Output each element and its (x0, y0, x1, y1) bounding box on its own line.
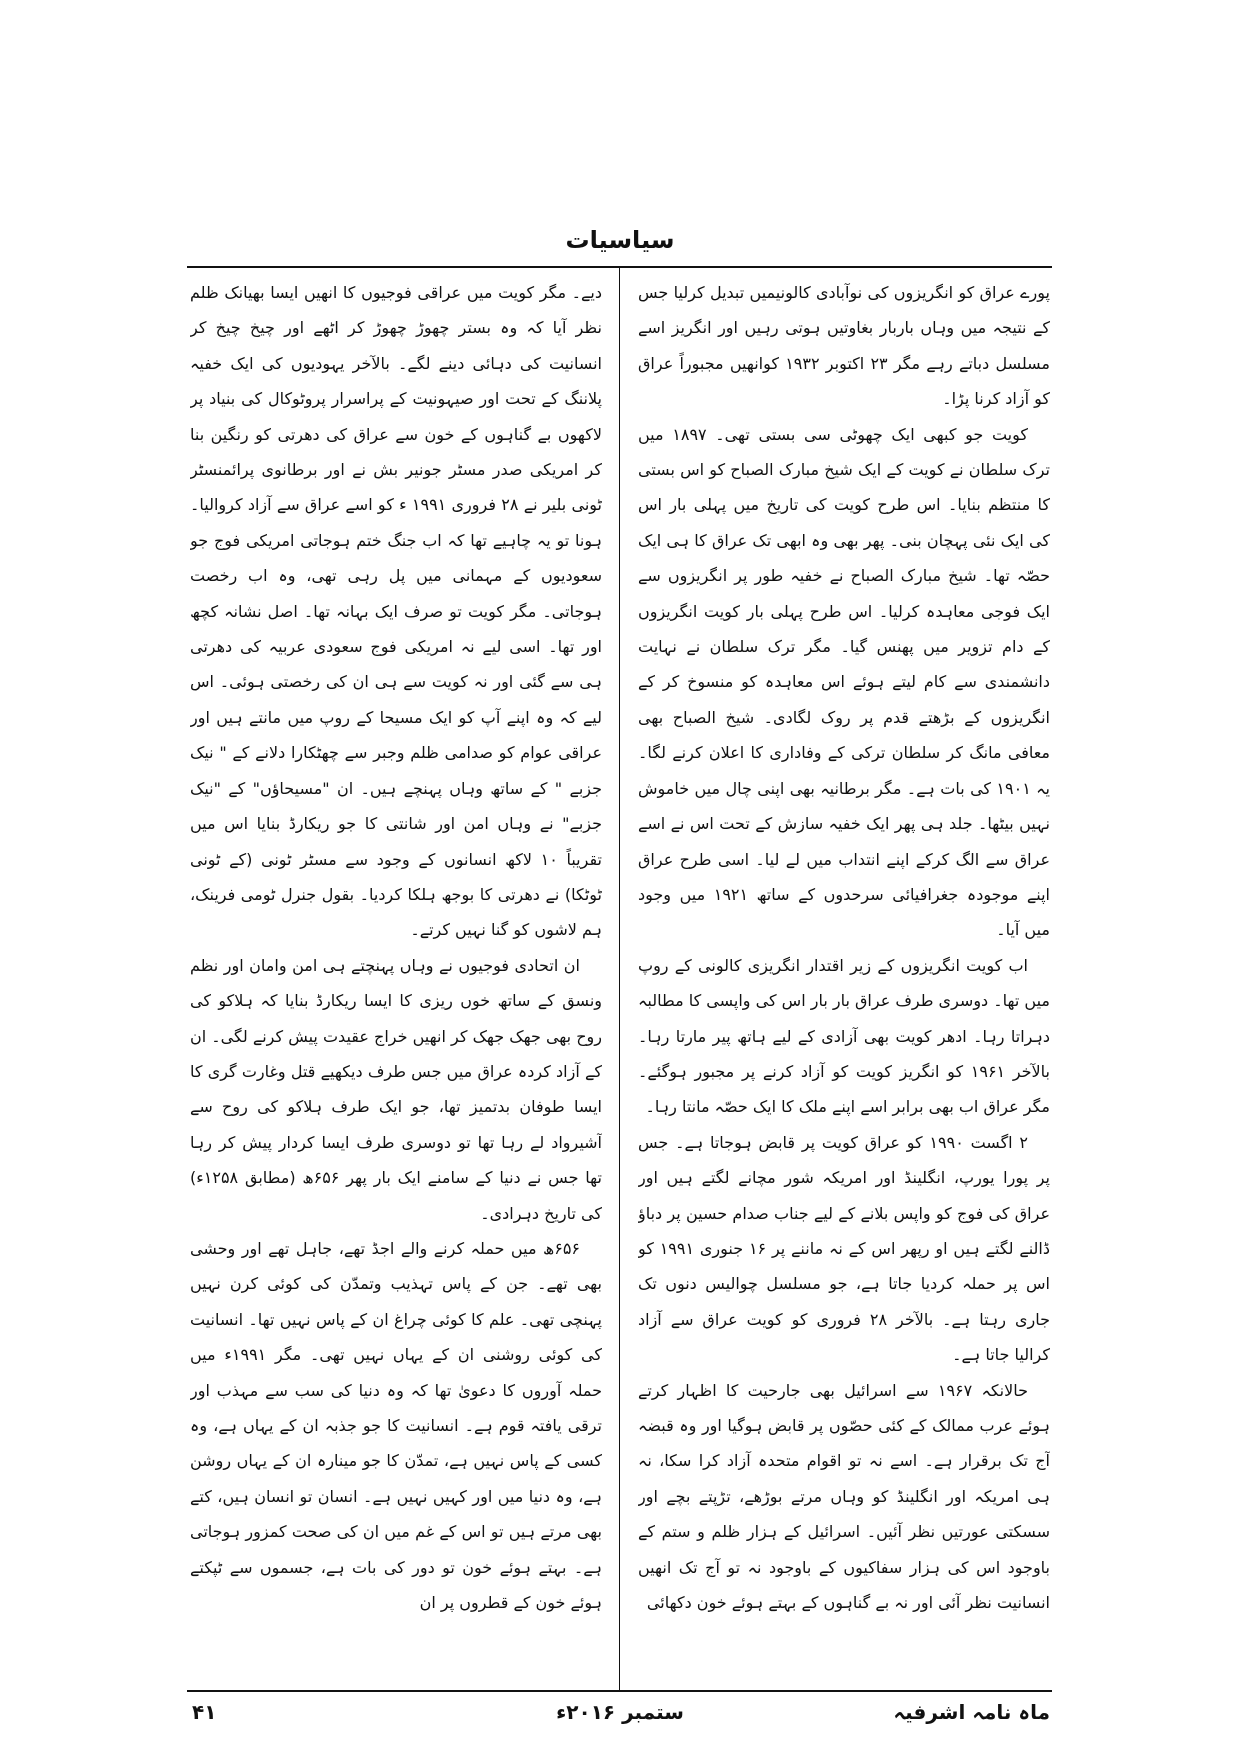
journal-name: ماہ نامہ اشرفیہ (893, 1700, 1050, 1724)
paragraph: حالانکہ ۱۹۶۷ سے اسرائیل بھی جارحیت کا اظہار کرتے ہوئے عرب ممالک کے کئی حصّوں پر قابض ہوگیا اور وہ قبضہ آج تک برقرار ہے۔ اسے نہ تو اقوام متحدہ آزاد کرا سکا، نہ ہی امریکہ اور انگلینڈ کو وہاں مرتے بوڑھے، تڑپتے بچے اور سسکتی عورتیں نظر آئیں۔ اسرائیل کے ہزار ظلم و ستم کے باوجود اس کی ہزار سفاکیوں کے باوجود نہ تو آج تک انھیں انسانیت نظر آئی اور نہ بے گناہوں کے بہتے ہوئے خون دکھائی (638, 1380, 1050, 1613)
page-number: ۴۱ (192, 1700, 217, 1724)
paragraph: ۲ اگست ۱۹۹۰ کو عراق کویت پر قابض ہوجاتا ہے۔ جس پر پورا یورپ، انگلینڈ اور امریکہ شور مچانے لگتے ہیں اور عراق کی فوج کو واپس بلانے کے لیے جناب صدام حسین پر دباؤ ڈالنے لگتے ہیں او رپھر اس کے نہ ماننے پر ۱۶ جنوری ۱۹۹۱ کو اس پر حملہ کردیا جاتا ہے، جو مسلسل چوالیس دنوں تک جاری رہتا ہے۔ بالآخر ۲۸ فروری کو کویت عراق سے آزاد کرالیا جاتا ہے۔ (638, 1132, 1050, 1365)
paragraph: پورے عراق کو انگریزوں کی نوآبادی کالونیمیں تبدیل کرلیا جس کے نتیجہ میں وہاں باربار بغاوتیں ہوتی رہیں اور انگریز اسے مسلسل دباتے رہے مگر ۲۳ اکتوبر ۱۹۳۲ کوانھیں مجبوراً عراق کو آزاد کرنا پڑا۔ (638, 283, 1050, 409)
issue-date: ستمبر ۲۰۱۶ء (556, 1700, 684, 1724)
footer-rule (187, 1690, 1052, 1692)
text-column-right (638, 275, 1050, 1685)
paragraph: ان اتحادی فوجیوں نے وہاں پہنچتے ہی امن وامان اور نظم ونسق کے ساتھ خوں ریزی کا ایسا ریکارڈ بنایا کہ ہلاکو کی روح بھی جھک جھک کر انھیں خراج عقیدت پیش کرنے لگی۔ ان کے آزاد کردہ عراق میں جس طرف دیکھیے قتل وغارت گری کا ایسا طوفان بدتمیز تھا، جو ایک طرف ہلاکو کی روح سے آشیرواد لے رہا تھا تو دوسری طرف ایسا کردار پیش کر رہا تھا جس نے دنیا کے سامنے ایک بار پھر ۶۵۶ھ (مطابق ۱۲۵۸ء) کی تاریخ دہرادی۔ (190, 955, 602, 1223)
paragraph: ۶۵۶ھ میں حملہ کرنے والے اجڈ تھے، جاہل تھے اور وحشی بھی تھے۔ جن کے پاس تہذیب وتمدّن کی کوئی کرن نہیں پہنچی تھی۔ علم کا کوئی چراغ ان کے پاس نہیں تھا۔ انسانیت کی کوئی روشنی ان کے یہاں نہیں تھی۔ مگر ۱۹۹۱ء میں حملہ آوروں کا دعویٰ تھا کہ وہ دنیا کی سب سے مہذب اور ترقی یافتہ قوم ہے۔ انسانیت کا جو جذبہ ان کے یہاں ہے، وہ کسی کے پاس نہیں ہے، تمدّن کا جو مینارہ ان کے یہاں روشن ہے، وہ دنیا میں اور کہیں نہیں ہے۔ انسان تو انسان ہیں، کتے بھی مرتے ہیں تو اس کے غم میں ان کی صحت کمزور ہوجاتی ہے۔ بہتے ہوئے خون تو دور کی بات ہے، جسموں سے ٹپکتے ہوئے خون کے قطروں پر ان (190, 1238, 602, 1613)
section-title: سیاسیات (565, 226, 675, 254)
paragraph: کویت جو کبھی ایک چھوٹی سی بستی تھی۔ ۱۸۹۷ میں ترک سلطان نے کویت کے ایک شیخ مبارک الصباح کو اس بستی کا منتظم بنایا۔ اس طرح کویت کی تاریخ میں پہلی بار اس کی ایک نئی پہچان بنی۔ پھر بھی وہ ابھی تک عراق کا ہی ایک حصّہ تھا۔ شیخ مبارک الصباح نے خفیہ طور پر انگریزوں سے ایک فوجی معاہدہ کرلیا۔ اس طرح پہلی بار کویت انگریزوں کے دام تزویر میں پھنس گیا۔ مگر ترک سلطان نے نہایت دانشمندی سے کام لیتے ہوئے اس معاہدہ کو منسوخ کر کے انگریزوں کے بڑھتے قدم پر روک لگادی۔ شیخ الصباح بھی معافی مانگ کر سلطان ترکی کے وفاداری کا اعلان کرنے لگا۔ یہ ۱۹۰۱ کی بات ہے۔ مگر برطانیہ بھی اپنی چال میں خاموش نہیں بیٹھا۔ جلد ہی پھر ایک خفیہ سازش کے تحت اس نے اسے عراق سے الگ کرکے اپنے انتداب میں لے لیا۔ اسی طرح عراق اپنے موجودہ جغرافیائی سرحدوں کے ساتھ ۱۹۲۱ میں وجود میں آیا۔ (638, 424, 1050, 940)
paragraph: دیے۔ مگر کویت میں عراقی فوجیوں کا انھیں ایسا بھیانک ظلم نظر آیا کہ وہ بستر چھوڑ چھوڑ کر اٹھے اور چیخ چیخ کر انسانیت کی دہائی دینے لگے۔ بالآخر یہودیوں کی ایک خفیہ پلاننگ کے تحت اور صیہونیت کے پراسرار پروٹوکال کی بنیاد پر لاکھوں بے گناہوں کے خون سے عراق کی دھرتی کو رنگین بنا کر امریکی صدر مسٹر جونیر بش نے اور برطانوی پرائمنسٹر ٹونی بلیر نے ۲۸ فروری ۱۹۹۱ ء کو اسے عراق سے آزاد کروالیا۔ ہونا تو یہ چاہیے تھا کہ اب جنگ ختم ہوجاتی امریکی فوج جو سعودیوں کے مہمانی میں پل رہی تھی، وہ اب رخصت ہوجاتی۔ مگر کویت تو صرف ایک بہانہ تھا۔ اصل نشانہ کچھ اور تھا۔ اسی لیے نہ امریکی فوج سعودی عربیہ کی دھرتی ہی سے گئی اور نہ کویت سے ہی ان کی رخصتی ہوئی۔ اس لیے کہ وہ اپنے آپ کو ایک مسیحا کے روپ میں مانتے ہیں اور عراقی عوام کو صدامی ظلم وجبر سے چھٹکارا دلانے کے " نیک جزبے " کے ساتھ وہاں پہنچے ہیں۔ ان "مسیحاؤں" کے "نیک جزبے" نے وہاں امن اور شانتی کا جو ریکارڈ بنایا اس میں تقریباً ۱۰ لاکھ انسانوں کے وجود سے مسٹر ٹونی (کے ٹونی ٹوٹکا) نے دھرتی کا بوجھ ہلکا کردیا۔ بقول جنرل ٹومی فرینک، ہم لاشوں کو گنا نہیں کرتے۔ (190, 283, 602, 940)
column-divider (619, 268, 620, 1690)
text-column-left (190, 275, 602, 1685)
paragraph: اب کویت انگریزوں کے زیر اقتدار انگریزی کالونی کے روپ میں تھا۔ دوسری طرف عراق بار بار اس کی واپسی کا مطالبہ دہراتا رہا۔ ادھر کویت بھی آزادی کے لیے ہاتھ پیر مارتا رہا۔ بالآخر ۱۹۶۱ کو انگریز کویت کو آزاد کرنے پر مجبور ہوگئے۔ مگر عراق اب بھی برابر اسے اپنے ملک کا ایک حصّہ مانتا رہا۔ (638, 955, 1050, 1117)
